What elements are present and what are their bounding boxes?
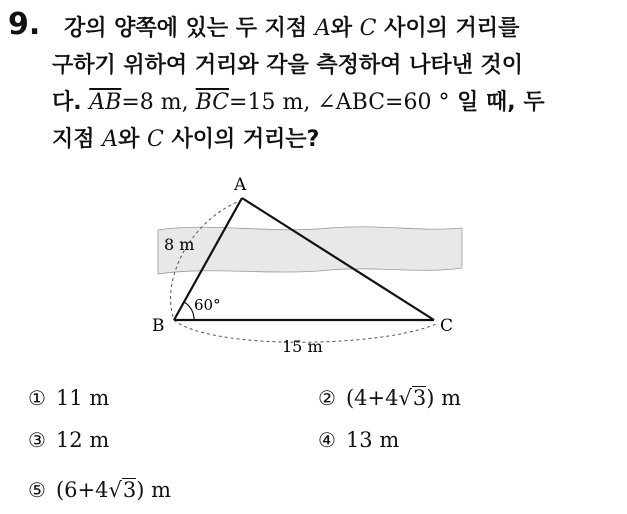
stem-text: 일 때, 두 [449,90,545,115]
choice-5[interactable] [28,475,171,505]
angle-abc: ∠ABC=60 ° [317,90,450,115]
stem-text: 강의 양쪽에 있는 두 지점 [64,16,315,41]
choice-mark: ⑤ [28,478,46,502]
vertex-a-label: A [234,175,247,195]
stem-text: 와 [118,127,147,152]
vertex-c-label: C [440,316,454,336]
stem-text: 다. [52,90,90,115]
choice-mark: ② [318,386,336,410]
choice-text-pre: (4+4 [345,386,399,410]
sqrt-sign: √ [108,478,122,502]
choice-text: 12 m [55,428,110,452]
stem-text: 와 [330,16,360,41]
choice-mark: ③ [28,428,46,452]
stem-text: 지점 [52,127,103,152]
segment-bc: $\overline{BC}$ [195,90,230,115]
choice-2[interactable] [318,383,461,413]
choice-mark: ① [28,386,46,410]
stem-line-2: 구하기 위하여 거리와 각을 측정하여 나타낸 것이 [52,53,523,78]
sqrt-radicand: 3 [122,478,137,502]
triangle-figure [150,170,470,360]
choice-text-pre: (6+4 [55,478,109,502]
choice-mark: ④ [318,428,336,452]
point-a-label: A [102,127,119,152]
segment-ab: $\overline{AB}$ [89,90,122,115]
choice-text-post: ) m [136,478,171,502]
choice-3[interactable] [28,425,109,455]
choice-text: 13 m [345,428,400,452]
length-bc-label: 15 m [282,337,323,356]
length-ab-label: 8 m [164,235,195,254]
vertex-b-label: B [152,316,165,336]
choice-1[interactable] [28,383,109,413]
stem-line-1 [52,10,612,47]
answer-choices [28,383,608,508]
stem-line-3 [52,84,612,121]
triangle-diagram [150,170,470,360]
point-a-label: A [314,16,331,41]
point-c-label: C [146,127,164,152]
sqrt-radicand: 3 [412,386,427,410]
sqrt-sign: √ [398,386,412,410]
angle-label: 60° [194,296,221,314]
choice-text: 11 m [55,386,110,410]
stem-text: 사이의 거리는? [163,127,320,152]
choice-4[interactable] [318,425,399,455]
stem-text: 사이의 거리를 [376,16,520,41]
question-number: 9. [8,7,41,42]
length-ab: =8 m, [121,90,196,115]
angle-arc [184,302,194,320]
choice-text-post: ) m [426,386,461,410]
point-c-label: C [359,16,377,41]
stem-line-4 [52,121,612,158]
length-bc: =15 m, [229,90,318,115]
question-stem [52,10,612,158]
